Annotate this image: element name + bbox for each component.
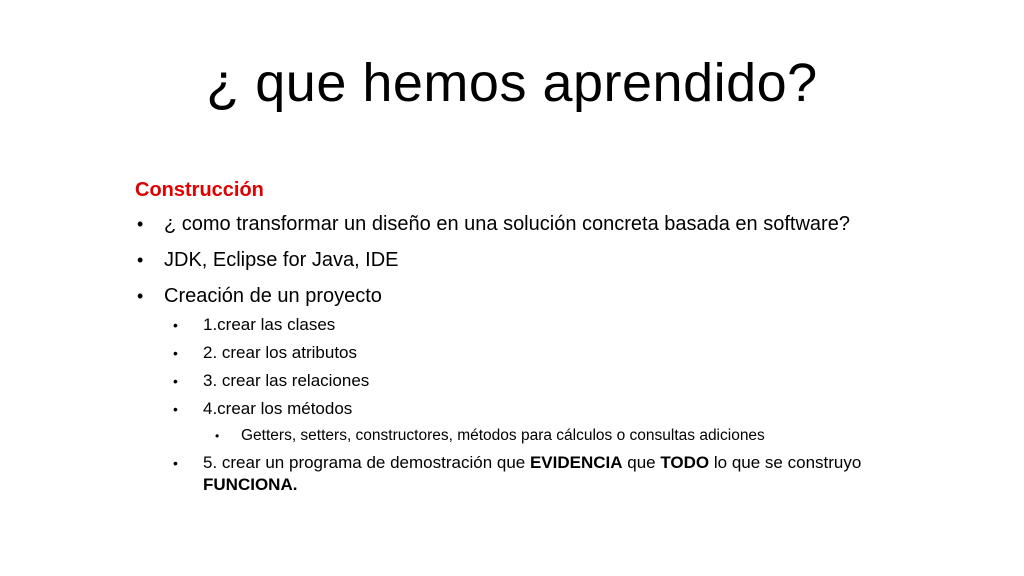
- list-item: [135, 284, 895, 308]
- slide-body: [135, 176, 895, 502]
- emphasis-todo: TODO: [660, 453, 710, 472]
- bullet-icon: •: [173, 345, 178, 361]
- list-item-text: Creación de un proyecto: [164, 285, 382, 307]
- sub-sub-list-item: [135, 426, 895, 446]
- list-item-text: JDK, Eclipse for Java, IDE: [164, 249, 399, 271]
- slide-title: ¿ que hemos aprendido?: [206, 53, 818, 113]
- sub-list-item: [135, 370, 895, 392]
- sub-list-item-text: 3. crear las relaciones: [203, 371, 370, 390]
- sub-list-item: [135, 398, 895, 420]
- text-part: que: [622, 453, 661, 472]
- list-item: [135, 212, 895, 236]
- sub-list-item-text: [203, 453, 861, 494]
- list-item-text: ¿ como transformar un diseño en una solución concreta basada en software?: [164, 213, 850, 235]
- bullet-icon: •: [173, 373, 178, 389]
- bullet-icon: •: [173, 401, 178, 417]
- sub-list-item: [135, 452, 895, 496]
- bullet-icon: •: [173, 455, 178, 471]
- sub-list-item-text: 2. crear los atributos: [203, 343, 358, 362]
- bullet-icon: •: [137, 214, 144, 234]
- text-part: 5. crear un programa de demostración que: [203, 453, 530, 472]
- bullet-icon: •: [173, 317, 178, 333]
- bullet-icon: •: [137, 250, 144, 270]
- sub-list-item-text: 1.crear las clases: [203, 315, 336, 334]
- sub-list-item: [135, 342, 895, 364]
- emphasis-funciona: FUNCIONA.: [203, 475, 298, 494]
- emphasis-evidencia: EVIDENCIA: [529, 453, 623, 472]
- sub-list-item-text: 4.crear los métodos: [203, 399, 353, 418]
- sub-sub-list-item-text: Getters, setters, constructores, métodos para cálculos o consultas adiciones: [241, 427, 765, 444]
- section-heading: Construcción: [135, 179, 264, 201]
- bullet-icon: •: [215, 429, 220, 443]
- sub-list-item: [135, 314, 895, 336]
- list-item: [135, 248, 895, 272]
- bullet-icon: •: [137, 286, 144, 306]
- text-part: lo que se construyo: [709, 453, 862, 472]
- bullet-list: [135, 212, 895, 496]
